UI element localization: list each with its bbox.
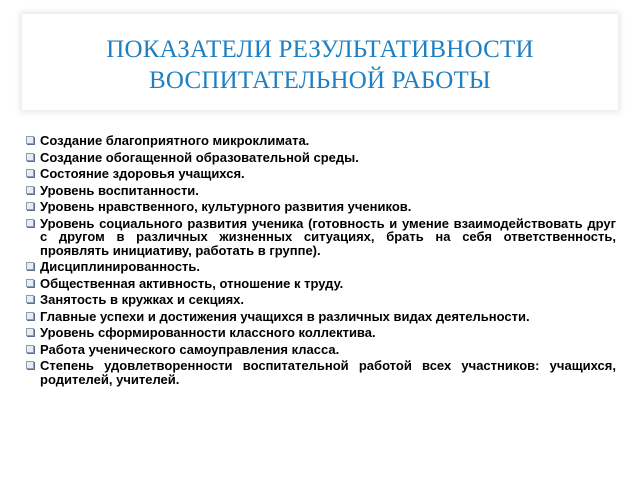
list-item-text: Состояние здоровья учащихся. [40,166,245,181]
bullet-list [26,134,616,386]
list-item-text: Создание благоприятного микроклимата. [40,133,310,148]
list-item [26,151,616,165]
title-box [22,14,618,110]
list-item [26,293,616,307]
square-bullet-icon [26,262,34,270]
list-item [26,260,616,274]
list-item [26,184,616,198]
list-item [26,134,616,148]
list-item-text: Уровень воспитанности. [40,182,199,198]
slide-title [106,28,533,96]
list-item [26,217,616,258]
square-bullet-icon [26,202,34,210]
square-bullet-icon [26,219,34,227]
square-bullet-icon [26,345,34,353]
slide-title-line-1: ПОКАЗАТЕЛИ РЕЗУЛЬТАТИВНОСТИ [106,36,534,63]
bullet-list-container [26,134,616,389]
list-item-text: Работа ученического самоуправления класса. [40,341,340,357]
list-item-text: Главные успехи и достижения учащихся в различных видах деятельности. [40,308,530,324]
list-item [26,359,616,386]
square-bullet-icon [26,136,34,144]
slide-title-line-2: ВОСПИТАТЕЛЬНОЙ РАБОТЫ [149,67,491,94]
list-item-text: Уровень нравственного, культурного развития учеников. [40,199,412,214]
list-item [26,200,616,214]
list-item [26,343,616,357]
square-bullet-icon [26,169,34,177]
square-bullet-icon [26,186,34,194]
list-item [26,310,616,324]
list-item-text: Создание обогащенной образовательной среды. [40,149,359,165]
list-item-text: Занятость в кружках и секциях. [40,292,245,307]
square-bullet-icon [26,279,34,287]
list-item [26,326,616,340]
square-bullet-icon [26,361,34,369]
list-item-text: Степень удовлетворенности воспитательной работой всех участников: учащихся, родителей, учителей. [40,358,616,387]
square-bullet-icon [26,312,34,320]
square-bullet-icon [26,153,34,161]
square-bullet-icon [26,328,34,336]
list-item [26,167,616,181]
list-item-text: Дисциплинированность. [40,259,201,274]
square-bullet-icon [26,295,34,303]
list-item [26,277,616,291]
list-item-text: Уровень сформированности классного коллектива. [40,325,376,340]
list-item-text: Общественная активность, отношение к труду. [40,275,344,291]
list-item-text: Уровень социального развития ученика (готовность и умение взаимодействовать друг с другом в различных жизненных ситуациях, брать на себя ответственность, проявлять инициативу, работать в группе). [40,215,616,258]
